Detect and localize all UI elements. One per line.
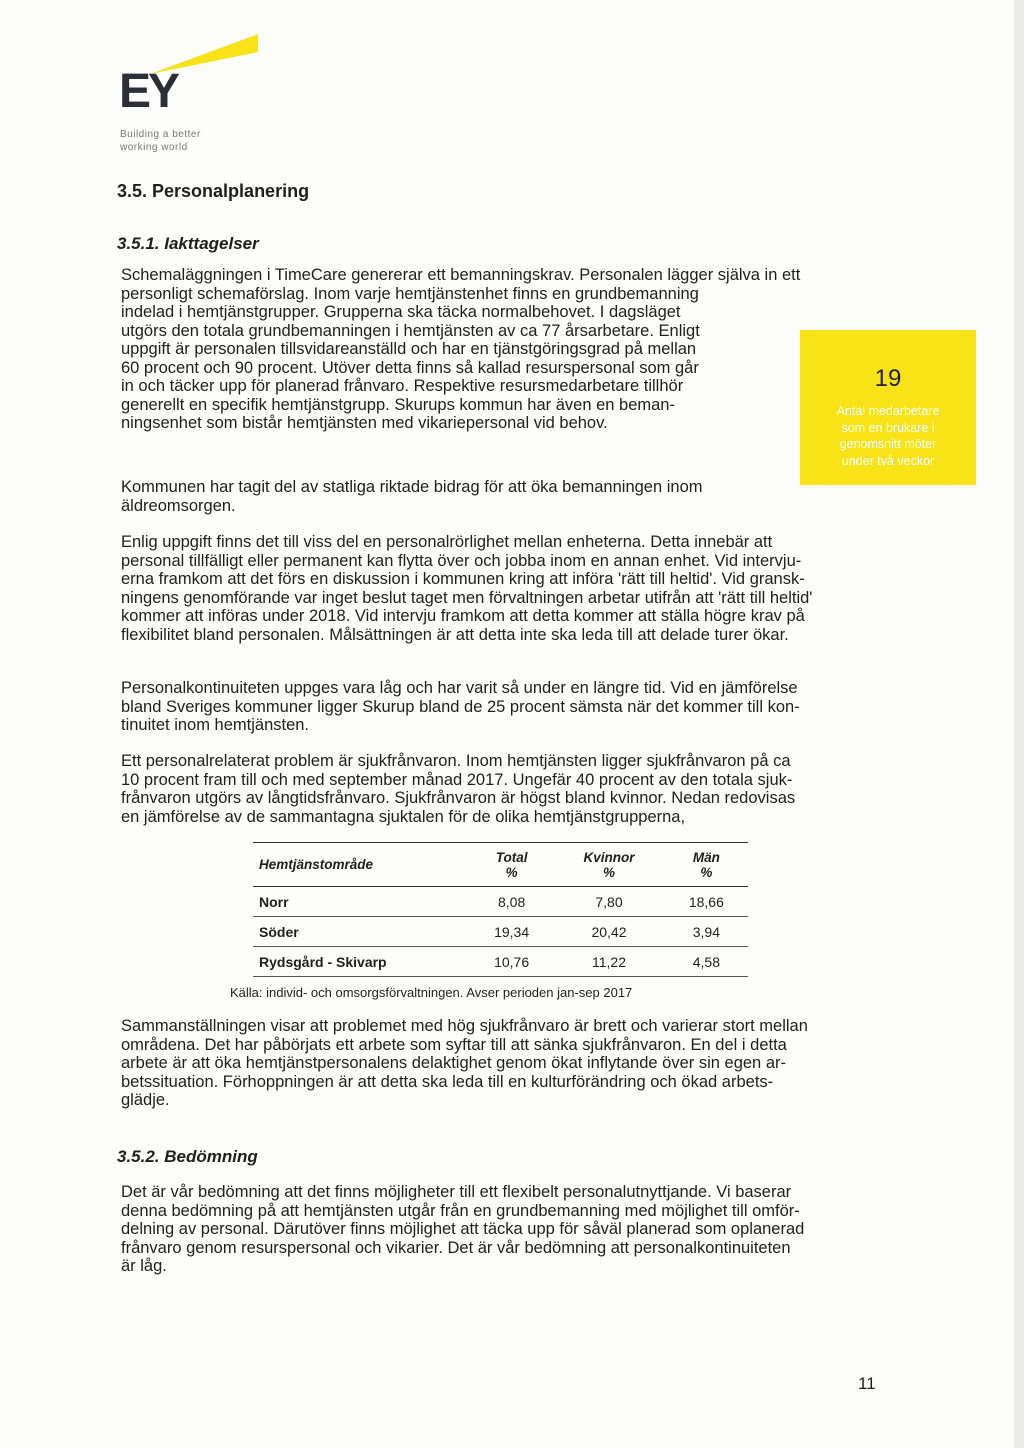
paragraph-statliga-bidrag: Kommunen har tagit del av statliga riktade bidrag för att öka bemanningen inom äldreomsorgen. xyxy=(121,478,703,515)
subsection-heading-bedomning: 3.5.2. Bedömning xyxy=(117,1147,258,1166)
row-total: 10,76 xyxy=(494,953,530,970)
ey-logo: EY xyxy=(119,65,178,118)
row-area: Norr xyxy=(259,893,289,910)
key-figure-label: Antal medarbetare som en brukare i genomsnitt möter under två veckor xyxy=(836,404,940,468)
row-area: Söder xyxy=(259,923,299,940)
row-men: 4,58 xyxy=(692,953,720,970)
table-row xyxy=(253,947,748,977)
header-total: Total % xyxy=(495,849,528,880)
row-women: 20,42 xyxy=(591,923,627,940)
paragraph-sjukfranvaro: Ett personalrelaterat problem är sjukfrånvaron. Inom hemtjänsten ligger sjukfrånvaron på ca 10 procent fram till och med september månad 2017. Ungefär 40 procent av den totala sjuk- frånvaron utgörs av långtidsfrånvaro. Sjukfrånvaron är högst bland kvinnor. Nedan redovisas en jämförelse av de sammantagna sjuktalen för de olika hemtjänstgrupperna, xyxy=(121,752,796,826)
row-men: 3,94 xyxy=(692,923,720,940)
table-row xyxy=(253,917,748,947)
row-women: 11,22 xyxy=(591,953,626,970)
row-total: 19,34 xyxy=(494,923,530,940)
header-men: Män % xyxy=(692,849,720,880)
sick-leave-table xyxy=(253,842,748,977)
subsection-heading-iakttagelser: 3.5.1. Iakttagelser xyxy=(117,234,259,253)
page-number: 11 xyxy=(858,1374,876,1393)
row-area: Rydsgård - Skivarp xyxy=(259,953,387,970)
paragraph-bedomning: Det är vår bedömning att det finns möjligheter till ett flexibelt personalutnyttjande. Vi baserar denna bedömning på att hemtjänsten utgår från en grundbemanning med möjlighet till omför- delning av personal. Därutöver finns möjlighet att täcka upp för såväl planerad som oplanerad frånvaro genom resurspersonal och vikarier. Det är vår bedömning att personalkontinuiteten är låg. xyxy=(121,1183,805,1275)
paragraph-personalkontinuitet: Personalkontinuiteten uppges vara låg och har varit så under en längre tid. Vid en jämförelse bland Sveriges kommuner ligger Skurup bland de 25 procent sämsta när det kommer till kon- tinuitet inom hemtjänsten. xyxy=(121,679,800,734)
key-figure-number: 19 xyxy=(874,365,902,392)
paragraph-sammanstallning: Sammanställningen visar att problemet med hög sjukfrånvaro är brett och varierar stort mellan områdena. Det har påbörjats ett arbete som syftar till att sänka sjukfrånvaron. En del i detta arbete är att öka hemtjänstpersonalens delaktighet genom ökat inflytande över sin egen ar- betssituation. Förhoppningen är att detta ska leda till en kulturförändring och ökad arbets- glädje. xyxy=(121,1017,808,1109)
table-header-row xyxy=(253,843,748,887)
ey-tagline: Building a better working world xyxy=(120,129,201,153)
row-men: 18,66 xyxy=(688,893,724,910)
section-heading: 3.5. Personalplanering xyxy=(117,181,310,201)
row-women: 7,80 xyxy=(595,893,623,910)
paragraph-personalrorlighet: Enlig uppgift finns det till viss del en personalrörlighet mellan enheterna. Detta innebär att personal tillfälligt eller permanent kan flytta över och jobba inom en annan enhet. Vid intervju- erna framkom att det förs en diskussion i kommunen kring att införa 'rätt till heltid'. Vid gransk- ningens genomförande var inget beslut taget men förvaltningen arbetar utifrån att 'rätt till heltid' kommer att införas under 2018. Vid intervju framkom att detta kommer att ställa högre krav på flexibilitet bland personalen. Målsättningen är att detta inte ska leda till att delade turer ökar. xyxy=(121,533,813,644)
header-women: Kvinnor % xyxy=(583,849,635,880)
header-area: Hemtjänstområde xyxy=(259,857,374,872)
key-figure-callout xyxy=(800,330,976,485)
row-total: 8,08 xyxy=(497,893,526,910)
table-row xyxy=(253,887,748,917)
page-edge xyxy=(1014,0,1024,1448)
table-source: Källa: individ- och omsorgsförvaltningen. Avser perioden jan-sep 2017 xyxy=(230,985,633,1000)
paragraph-schemalaggning: Schemaläggningen i TimeCare genererar ett bemanningskrav. Personalen lägger själva in ett personligt schemaförslag. Inom varje hemtjänstenhet finns en grundbemanning indelad i hemtjänstgrupper. Grupperna ska täcka normalbehovet. I dagsläget utgörs den totala grundbemanningen i hemtjänsten av ca 77 årsarbetare. Enligt uppgift är personalen tillsvidareanställd och har en tjänstgöringsgrad på mellan 60 procent och 90 procent. Utöver detta finns så kallad resurspersonal som går in och täcker upp för planerad frånvaro. Respektive resursmedarbetare tillhör generellt en specifik hemtjänstgrupp. Skurups kommun har även en beman- ningsenhet som bistår hemtjänsten med vikariepersonal vid behov. xyxy=(121,266,801,432)
